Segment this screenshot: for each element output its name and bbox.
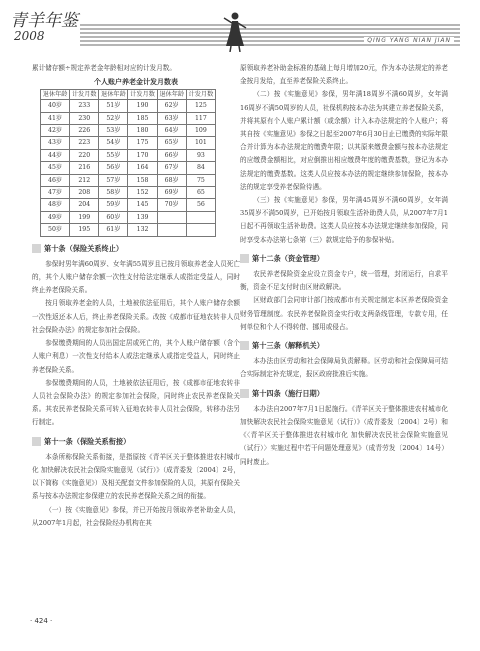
article-13-title-text: 第十三条（解释机关） [252,341,324,351]
table-cell: 59岁 [99,199,128,211]
table-cell: 223 [70,137,99,149]
table-header-row [41,90,216,100]
table-cell: 65 [186,187,215,199]
article-10-para-4: 参保缴费期间的人员，土地被依法征用后，按《成都市征地农转非人员社会保险办法》的规定参加社会保险，同时终止农民养老保险关系。其农民养老保险关系可转入征地农转非人员社会保险，转移办法另行制定。 [32,378,240,427]
table-cell: 230 [70,112,99,124]
right-column [240,62,448,469]
table-cell [186,224,215,236]
table-cell: 56岁 [99,162,128,174]
article-13-title [240,339,448,352]
table-cell: 117 [186,112,215,124]
table-row [41,100,216,112]
table-cell: 208 [70,187,99,199]
table-cell: 212 [70,174,99,186]
table-cell: 125 [186,100,215,112]
table-cell: 75 [186,174,215,186]
table-cell: 67岁 [157,162,186,174]
table-row [41,187,216,199]
yearbook-title-en: QING YANG NIAN JIAN [364,37,454,44]
table-cell: 226 [70,125,99,137]
table-cell: 55岁 [99,149,128,161]
article-12-para-2: 区财政部门会同审计部门按成都市有关规定制定本区养老保险资金财务管理制度。农民养老保险资金实行收支两条线管理，专款专用，任何单位和个人不得转借、挪用或侵占。 [240,296,448,331]
heading-marker [240,254,249,263]
article-11-para-1: 本条所称保险关系衔接，是指原按《青羊区关于整体推进农村城市化 加快解决农民社会保险实施意见（试行）》（成青委发〔2004〕2号，以下简称《实施意见》）及相关配套文件参加保险的人员，其原有保险关系与按本办法规定参保建立的农民养老保险关系之间的衔接。 [32,452,240,501]
table-cell: 66岁 [157,149,186,161]
table-header-cell: 退休年龄 [157,90,186,100]
table-row [41,149,216,161]
yearbook-title: 青羊年鉴 [10,11,78,31]
table-header-cell: 退休年龄 [99,90,128,100]
table-cell: 132 [128,224,157,236]
left-column [32,62,240,530]
table-row [41,224,216,236]
right-para-2: （二）按《实施意见》参保，男年满18周岁不满60周岁，女年满16周岁不满50周岁的人员，社保机构按本办法为其建立养老保险关系，并将其原有个人账户累计额（或余额）计入本办法规定的个人账户；将其自按《实施意见》参保之日起至2007年6月30日止已缴费的实际年限合并计算为本办法规定的缴费年限；以其原来缴费金额与按本办法规定的应缴费金额相比，对应倒推出相应缴费年度的缴费基数，登记为本办法规定的缴费基数。这类人员应按本办法的规定继续参加保险，按本办法的规定享受养老保险待遇。 [240,90,448,191]
article-10-para-2: 按月领取养老金的人员，土地被依法征用后，其个人账户储存余额一次性返还本人后，终止养老保险关系。改按《成都市征地农转非人员社会保险办法》的规定参加社会保险。 [32,299,240,334]
table-cell [186,211,215,223]
table-cell: 109 [186,125,215,137]
table-caption: 个人账户养老金计发月数表 [94,78,178,87]
table-row [41,199,216,211]
table-cell: 216 [70,162,99,174]
table-cell: 195 [70,224,99,236]
table-header-cell: 退休年龄 [41,90,70,100]
table-cell: 53岁 [99,125,128,137]
table-cell: 190 [128,100,157,112]
article-14-title-text: 第十四条（施行日期） [252,388,324,398]
table-cell: 65岁 [157,137,186,149]
article-13-para-1: 本办法由区劳动和社会保障局负责解释。区劳动和社会保障局可结合实际制定补充规定，报区政府批准后实施。 [240,357,448,379]
table-cell: 60岁 [99,211,128,223]
table-cell: 145 [128,199,157,211]
pension-months-table [40,89,216,236]
article-12-title [240,252,448,265]
table-header-cell: 计发月数 [186,90,215,100]
table-row [41,174,216,186]
table-row [41,211,216,223]
table-cell: 62岁 [157,100,186,112]
table-cell: 175 [128,137,157,149]
header-stripes [80,22,460,50]
heading-marker [32,437,41,446]
table-cell: 51岁 [99,100,128,112]
article-14-title [240,387,448,400]
table-cell: 220 [70,149,99,161]
table-cell: 54岁 [99,137,128,149]
table-cell: 164 [128,162,157,174]
table-cell [157,211,186,223]
article-10-title [32,242,240,255]
article-11-title-text: 第十一条（保险关系衔接） [44,436,131,446]
table-cell: 56 [186,199,215,211]
table-cell: 58岁 [99,187,128,199]
table-cell: 170 [128,149,157,161]
table-cell: 46岁 [41,174,70,186]
article-10-para-3: 参保缴费期间的人员出国定居或死亡的，其个人账户储存额（含个人账户利息）一次性支付给本人或法定继承人或指定受益人，同时终止养老保险关系。 [32,339,240,374]
table-row [41,162,216,174]
table-cell: 139 [128,211,157,223]
table-cell: 69岁 [157,187,186,199]
page-number: · 424 · [30,617,53,625]
table-cell: 52岁 [99,112,128,124]
table-cell: 84 [186,162,215,174]
table-cell: 68岁 [157,174,186,186]
table-cell: 41岁 [41,112,70,124]
heading-marker [32,244,41,253]
table-cell: 49岁 [41,211,70,223]
article-11-para-2: （一）按《实施意见》参保，并已开始按月领取养老补助金人员，从2007年1月起，社会保险经办机构在其 [32,505,240,527]
table-cell: 40岁 [41,100,70,112]
right-para-3: （三）按《实施意见》参保，男年满45周岁不满60周岁，女年满35周岁不满50周岁，已开始按月领取生活补助费人员，从2007年7月1日起不再领取生活补助费。这类人员应按本办法规定继续参加保险，同时享受本办法第七条第（三）款规定给予的参保补贴。 [240,196,448,244]
yearbook-brand [10,12,100,42]
table-cell: 61岁 [99,224,128,236]
intro-text: 累计储存额÷规定养老金年龄相对应的计发月数。 [32,64,176,72]
table-cell: 93 [186,149,215,161]
heading-marker [240,389,249,398]
table-cell: 44岁 [41,149,70,161]
table-cell: 48岁 [41,199,70,211]
table-cell: 50岁 [41,224,70,236]
article-10-para-1: 参保时男年满60周岁、女年满55周岁且已按月领取养老金人员死亡的，其个人账户储存余额一次性支付给法定继承人或指定受益人，同时终止养老保险关系。 [32,259,240,295]
table-row [41,112,216,124]
table-cell: 70岁 [157,199,186,211]
table-body [41,100,216,236]
table-cell [157,224,186,236]
yearbook-year: 2008 [14,29,45,43]
table-cell: 101 [186,137,215,149]
table-cell: 45岁 [41,162,70,174]
dancer-figure-icon [222,10,248,52]
page-header [10,10,470,54]
table-row [41,125,216,137]
article-11-title [32,435,240,448]
heading-marker [240,341,249,350]
table-header-cell: 计发月数 [128,90,157,100]
table-row [41,137,216,149]
table-cell: 199 [70,211,99,223]
table-cell: 233 [70,100,99,112]
table-cell: 47岁 [41,187,70,199]
article-14-para-1: 本办法自2007年7月1日起施行。《青羊区关于整体推进农村城市化 加快解决农民社会保险实施意见（试行）》（成青委发〔2004〕2号）和《〈青羊区关于整体推进农村城市化 加快解决农民社会保险实施意见（试行）〉实施过程中若干问题处理意见》（成青劳发〔2004〕14号）同时废止。 [240,404,448,466]
article-12-para-1: 农民养老保险资金应设立资金专户，统一管理，封闭运行，自求平衡，资金不足支付时由区财政解决。 [240,270,448,292]
table-cell: 204 [70,199,99,211]
table-cell: 152 [128,187,157,199]
right-para-1: 原领取养老补助金标准的基础上每月增加20元，作为本办法规定的养老金按月发给，直至养老保险关系终止。 [240,64,448,86]
table-cell: 64岁 [157,125,186,137]
table-cell: 43岁 [41,137,70,149]
table-cell: 57岁 [99,174,128,186]
table-cell: 63岁 [157,112,186,124]
table-header-cell: 计发月数 [70,90,99,100]
article-12-title-text: 第十二条（资金管理） [252,253,324,263]
table-cell: 180 [128,125,157,137]
article-10-title-text: 第十条（保险关系终止） [44,243,124,253]
table-cell: 42岁 [41,125,70,137]
table-cell: 158 [128,174,157,186]
table-cell: 185 [128,112,157,124]
